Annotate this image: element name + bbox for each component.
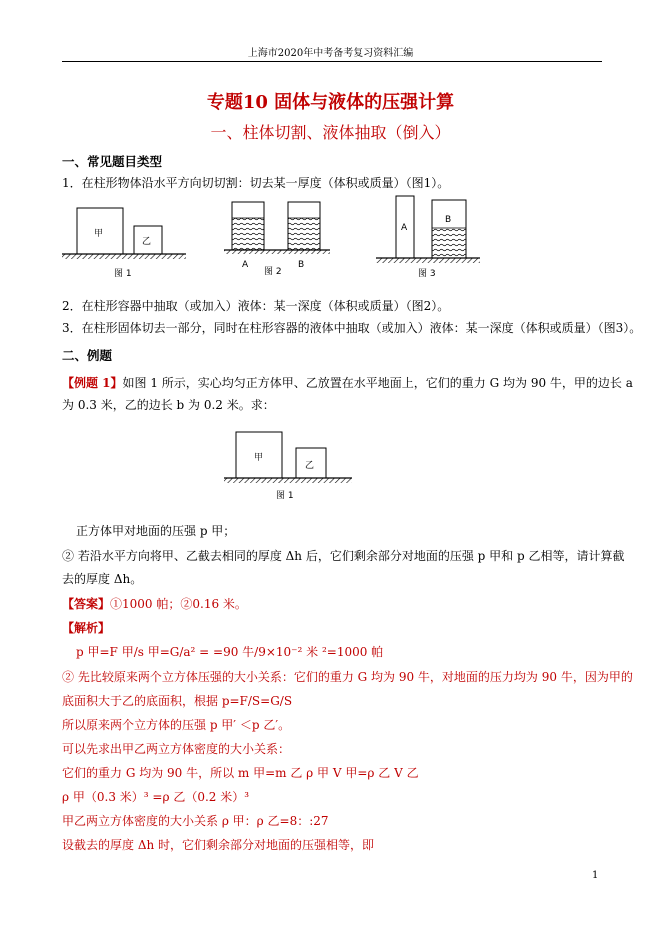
ground-hatch	[224, 478, 352, 483]
liquid-b	[432, 228, 466, 258]
question-2-line-1: ② 若沿水平方向将甲、乙截去相同的厚度 Δh 后，它们剩余部分对地面的压强 p 甲和 p 乙相等，请计算截	[62, 549, 625, 563]
analysis-line-6: 它们的重力 G 均为 90 牛，所以 m 甲=m 乙 ρ 甲 V 甲=ρ 乙 V 乙	[62, 766, 419, 780]
analysis-line-8: 甲乙两立方体密度的大小关系 ρ 甲：ρ 乙=8：:27	[62, 814, 329, 828]
label-a: A	[242, 260, 249, 270]
answer-line	[62, 595, 247, 612]
figure-2-diagram	[222, 196, 334, 282]
analysis-line-4: 所以原来两个立方体的压强 p 甲′ ＜p 乙′。	[62, 718, 291, 732]
section1-item2: 2．在柱形容器中抽取（或加入）液体：某一深度（体积或质量）（图2）。	[62, 299, 450, 313]
label-a: A	[401, 223, 408, 233]
figure-3-caption: 图 3	[418, 269, 436, 279]
question-2-line-2: 去的厚度 Δh。	[62, 572, 143, 586]
question-1: 正方体甲对地面的压强 p 甲；	[76, 524, 236, 538]
ground-hatch	[224, 250, 330, 254]
label-yi: 乙	[142, 237, 152, 247]
liquid-b	[288, 218, 320, 250]
liquid-a	[232, 218, 264, 250]
analysis-tag: 【解析】	[62, 621, 111, 635]
label-yi: 乙	[305, 461, 315, 471]
label-jia: 甲	[94, 229, 104, 239]
figure-2-caption: 图 2	[264, 267, 282, 277]
header-rule	[62, 61, 602, 62]
label-b: B	[445, 215, 452, 225]
example-tag: 【例题 1】	[62, 376, 123, 390]
analysis-line-2: ② 先比较原来两个立方体压强的大小关系：它们的重力 G 均为 90 牛，对地面的压力均为 90 牛，因为甲的	[62, 670, 633, 684]
analysis-line-5: 可以先求出甲乙两立方体密度的大小关系：	[62, 742, 291, 756]
page-header: 上海市2020年中考备考复习资料汇编	[247, 48, 414, 59]
analysis-line-3: 底面积大于乙的底面积，根据 p=F/S=G/S	[62, 694, 293, 708]
section1-heading: 一、常见题目类型	[62, 154, 163, 169]
figure-1-diagram	[62, 200, 190, 282]
example-figure-caption: 图 1	[276, 491, 294, 501]
answer-text: ①1000 帕；②0.16 米。	[110, 597, 247, 611]
label-jia: 甲	[254, 453, 264, 463]
analysis-line-9: 设截去的厚度 Δh 时，它们剩余部分对地面的压强相等，即	[62, 838, 375, 852]
section2-heading: 二、例题	[62, 348, 113, 363]
ground-hatch	[376, 258, 480, 263]
analysis-line-1: p 甲=F 甲/s 甲=G/a² = =90 牛/9×10⁻² 米 ²=1000 帕	[76, 645, 384, 659]
figure-1-caption: 图 1	[114, 269, 132, 279]
example-line-2: 为 0.3 米，乙的边长 b 为 0.2 米。求：	[62, 398, 275, 412]
page-number: 1	[592, 870, 599, 881]
page-subtitle: 一、柱体切割、液体抽取（倒入）	[210, 123, 451, 142]
analysis-line-7: ρ 甲（0.3 米）³ =ρ 乙（0.2 米）³	[62, 790, 250, 804]
section1-item1: 1．在柱形物体沿水平方向切切割：切去某一厚度（体积或质量）（图1）。	[62, 176, 450, 190]
answer-tag: 【答案】	[62, 597, 111, 611]
page-title: 专题10 固体与液体的压强计算	[206, 92, 455, 113]
example-line-1	[62, 374, 633, 391]
example-figure	[222, 426, 354, 502]
example-text-1: 如图 1 所示，实心均匀正方体甲、乙放置在水平地面上，它们的重力 G 均为 90 牛，甲的边长 a	[122, 376, 633, 390]
ground-hatch	[62, 254, 186, 259]
figure-3-diagram	[374, 192, 484, 282]
section1-item3: 3．在柱形固体切去一部分，同时在柱形容器的液体中抽取（或加入）液体：某一深度（体积或质量）（图3）。	[62, 321, 642, 335]
label-b: B	[298, 260, 305, 270]
